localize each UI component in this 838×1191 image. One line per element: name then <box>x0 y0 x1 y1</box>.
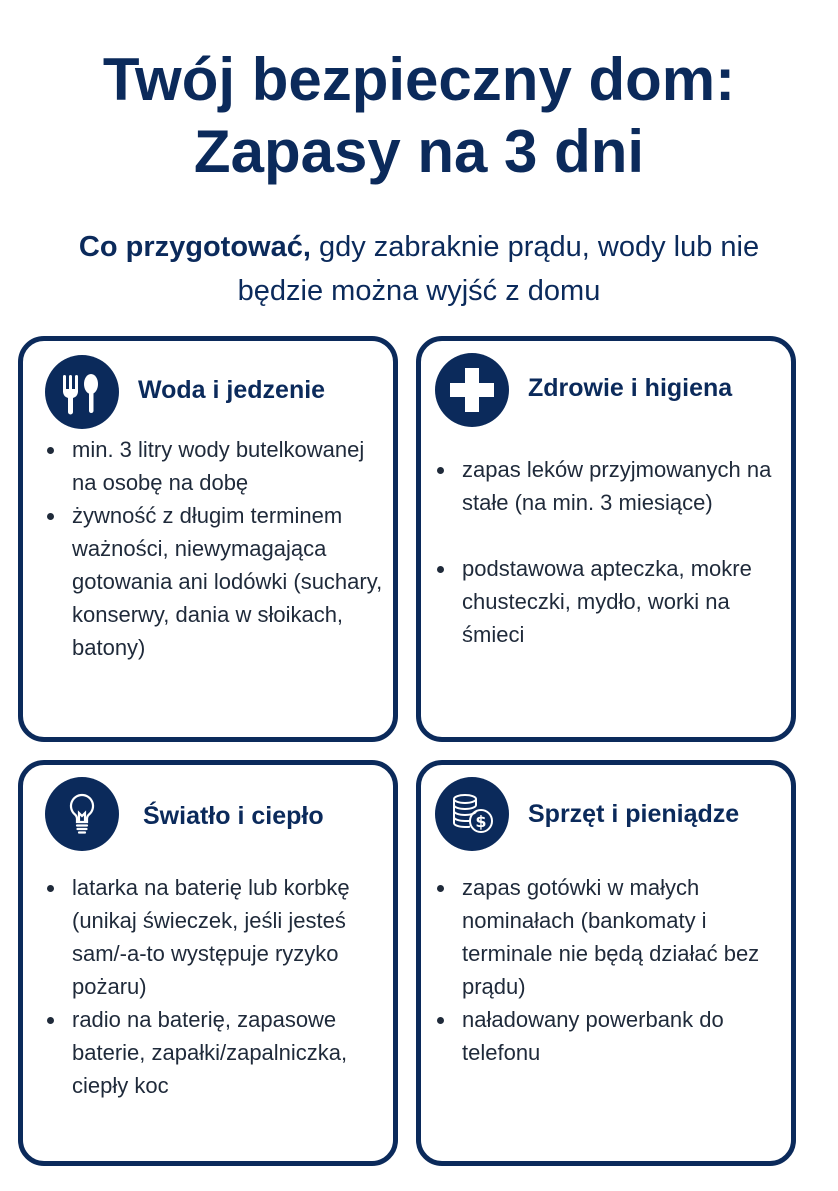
title-line-2: Zapasy na 3 dni <box>193 118 645 185</box>
card-list <box>45 871 390 1102</box>
card-title: Woda i jedzenie <box>138 376 326 404</box>
page-title <box>0 44 838 188</box>
card-equipment-money <box>416 760 796 1166</box>
list-item: zapas leków przyjmowanych na stałe (na min. 3 miesiące) <box>435 453 775 519</box>
subtitle-bold: Co przygotować, <box>78 231 311 263</box>
list-item: radio na baterię, zapasowe baterie, zapałki/zapalniczka, ciepły koc <box>45 1003 390 1102</box>
card-health-hygiene <box>416 336 796 742</box>
list-item: min. 3 litry wody butelkowanej na osobę na dobę <box>45 433 385 499</box>
title-line-1: Twój bezpieczny dom: <box>102 46 736 113</box>
card-title: Sprzęt i pieniądze <box>528 800 740 828</box>
subtitle-rest: gdy zabraknie prądu, wody lub nie będzie można wyjść z domu <box>237 231 760 307</box>
list-item: latarka na baterię lub korbkę (unikaj świeczek, jeśli jesteś sam/-a-to występuje ryzyko pożaru) <box>45 871 390 1003</box>
list-item: podstawowa apteczka, mokre chusteczki, mydło, worki na śmieci <box>435 552 775 651</box>
fork-spoon-icon <box>45 355 119 429</box>
card-water-food <box>18 336 398 742</box>
medical-cross-icon <box>435 353 509 427</box>
card-light-heat <box>18 760 398 1166</box>
light-bulb-icon <box>45 777 119 851</box>
card-list <box>45 433 385 664</box>
list-item: naładowany powerbank do telefonu <box>435 1003 785 1069</box>
list-item: żywność z długim terminem ważności, niewymagająca gotowania ani lodówki (suchary, konserwy, dania w słoikach, batony) <box>45 499 385 664</box>
list-item: zapas gotówki w małych nominałach (bankomaty i terminale nie będą działać bez prądu) <box>435 871 785 1003</box>
card-title: Zdrowie i higiena <box>528 374 733 402</box>
card-list <box>435 871 785 1069</box>
subtitle <box>40 225 798 313</box>
coins-icon <box>435 777 509 851</box>
card-list <box>435 453 775 651</box>
card-title: Światło i ciepło <box>143 802 324 830</box>
svg-text:$: $ <box>475 812 487 831</box>
